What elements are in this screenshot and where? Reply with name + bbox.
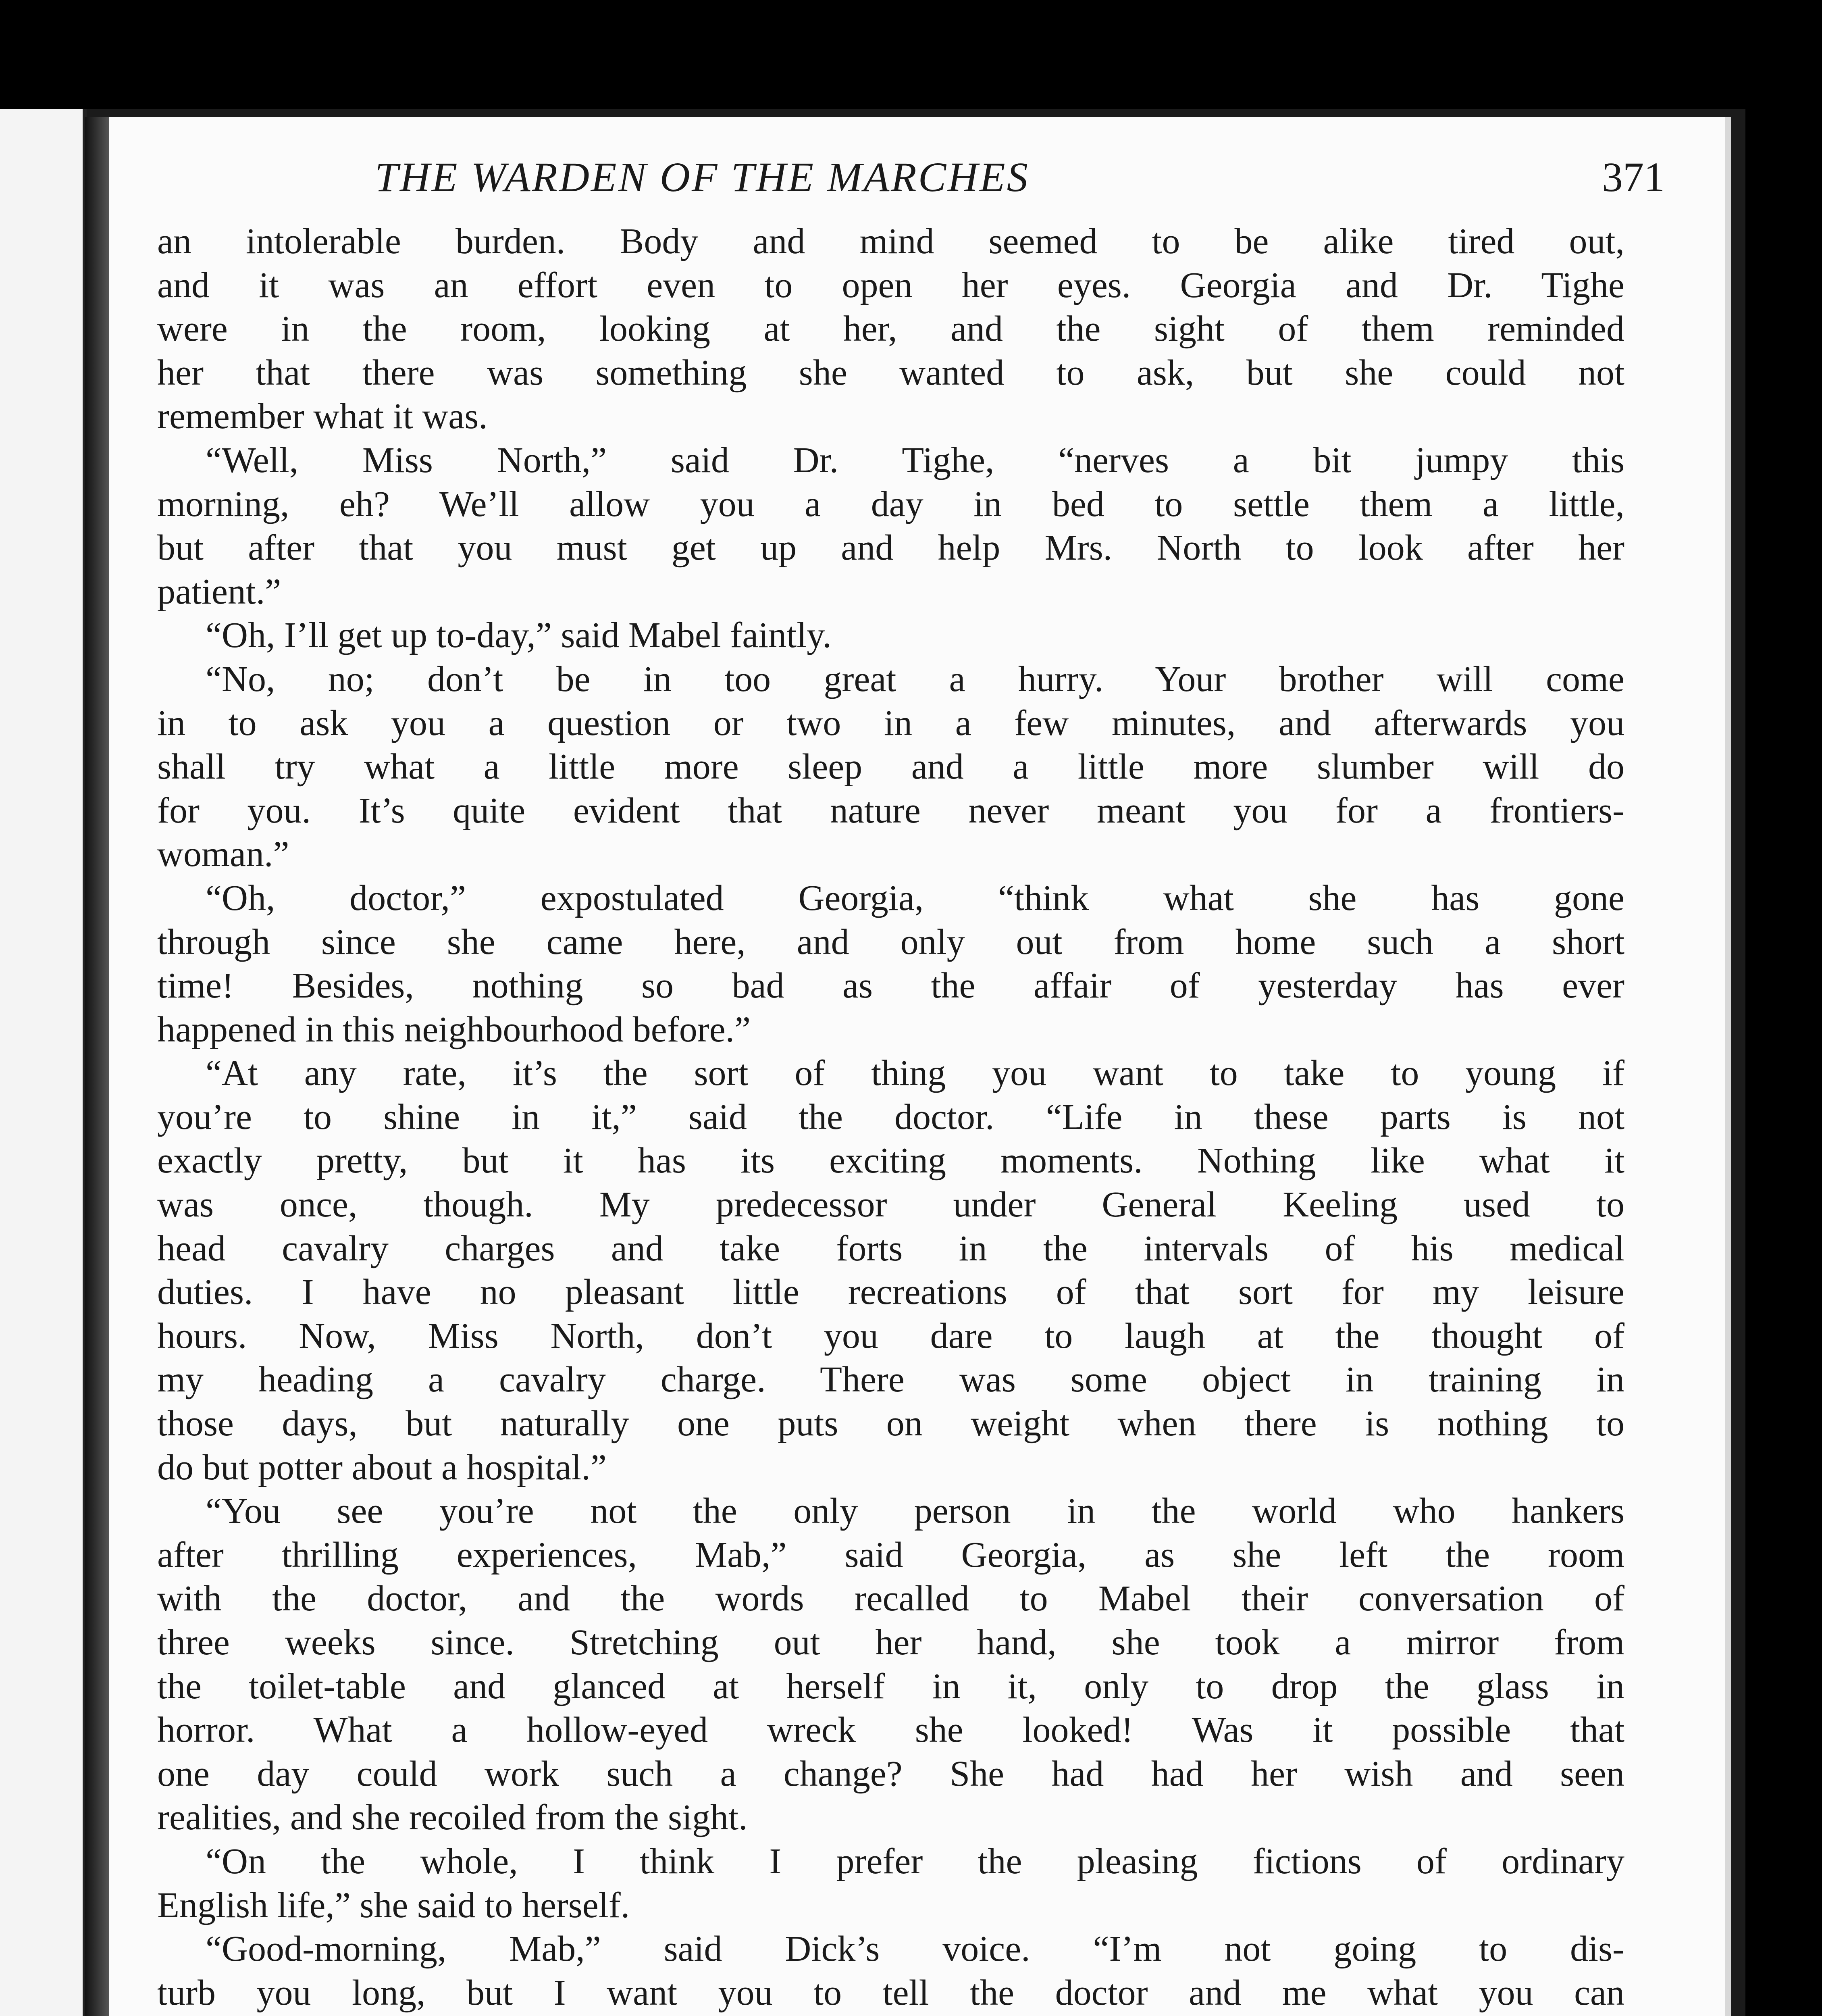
- page-number: 371: [1602, 154, 1665, 200]
- text-line: patient.”: [157, 571, 281, 612]
- page-body: [157, 220, 1624, 2016]
- text-line: “Good-morning, Mab,” said Dick’s voice. “I’m not going to dis-: [206, 1929, 1624, 1969]
- text-line: with the doctor, and the words recalled to Mabel their conversation of: [157, 1579, 1624, 1619]
- text-line: after thrilling experiences, Mab,” said Georgia, as she left the room: [157, 1535, 1624, 1575]
- text-line: morning, eh? We’ll allow you a day in bed to settle them a little,: [157, 484, 1624, 524]
- running-head: THE WARDEN OF THE MARCHES: [375, 154, 1030, 200]
- text-line: “On the whole, I think I prefer the pleasing fictions of ordinary: [206, 1841, 1624, 1881]
- text-line: shall try what a little more sleep and a little more slumber will do: [157, 747, 1624, 787]
- text-line: exactly pretty, but it has its exciting moments. Nothing like what it: [157, 1141, 1624, 1181]
- text-line: do but potter about a hospital.”: [157, 1447, 607, 1487]
- text-line: but after that you must get up and help Mrs. North to look after her: [157, 528, 1624, 568]
- text-line: three weeks since. Stretching out her hand, she took a mirror from: [157, 1622, 1624, 1662]
- text-line: you’re to shine in it,” said the doctor. “Life in these parts is not: [157, 1097, 1624, 1137]
- text-line: hours. Now, Miss North, don’t you dare to laugh at the thought of: [157, 1316, 1624, 1356]
- text-line: my heading a cavalry charge. There was some object in training in: [157, 1360, 1624, 1400]
- text-line: and it was an effort even to open her eyes. Georgia and Dr. Tighe: [157, 265, 1624, 305]
- page-header: [375, 153, 1665, 218]
- text-line: one day could work such a change? She had had her wish and seen: [157, 1754, 1624, 1794]
- text-line: “At any rate, it’s the sort of thing you want to take to young if: [206, 1053, 1624, 1093]
- text-line: in to ask you a question or two in a few minutes, and afterwards you: [157, 703, 1624, 743]
- text-line: duties. I have no pleasant little recreations of that sort for my leisure: [157, 1272, 1624, 1312]
- text-line: woman.”: [157, 834, 289, 875]
- text-line: the toilet-table and glanced at herself in it, only to drop the glass in: [157, 1666, 1624, 1706]
- text-line: those days, but naturally one puts on weight when there is nothing to: [157, 1404, 1624, 1444]
- text-line: “Well, Miss North,” said Dr. Tighe, “nerves a bit jumpy this: [206, 440, 1624, 480]
- text-line: “No, no; don’t be in too great a hurry. Your brother will come: [206, 659, 1624, 699]
- text-line: happened in this neighbourhood before.”: [157, 1009, 751, 1050]
- text-line: her that there was something she wanted to ask, but she could not: [157, 352, 1624, 393]
- text-line: time! Besides, nothing so bad as the affair of yesterday has ever: [157, 966, 1624, 1006]
- text-line: English life,” she said to herself.: [157, 1885, 630, 1925]
- facing-page-edge: [0, 109, 87, 2016]
- text-line: realities, and she recoiled from the sight.: [157, 1797, 748, 1838]
- text-line: head cavalry charges and take forts in the intervals of his medical: [157, 1228, 1624, 1268]
- text-line: was once, though. My predecessor under General Keeling used to: [157, 1185, 1624, 1225]
- text-line: “Oh, doctor,” expostulated Georgia, “think what she has gone: [206, 878, 1624, 918]
- text-line: were in the room, looking at her, and the sight of them reminded: [157, 309, 1624, 349]
- text-line: an intolerable burden. Body and mind seemed to be alike tired out,: [157, 221, 1624, 261]
- text-line: for you. It’s quite evident that nature never meant you for a frontiers-: [157, 790, 1624, 831]
- text-line: “Oh, I’ll get up to-day,” said Mabel faintly.: [206, 615, 832, 656]
- text-line: remember what it was.: [157, 396, 488, 437]
- text-line: “You see you’re not the only person in the world who hankers: [206, 1491, 1624, 1531]
- text-line: turb you long, but I want you to tell the doctor and me what you can: [157, 1972, 1624, 2013]
- text-line: horror. What a hollow-eyed wreck she looked! Was it possible that: [157, 1710, 1624, 1750]
- text-line: through since she came here, and only out from home such a short: [157, 922, 1624, 962]
